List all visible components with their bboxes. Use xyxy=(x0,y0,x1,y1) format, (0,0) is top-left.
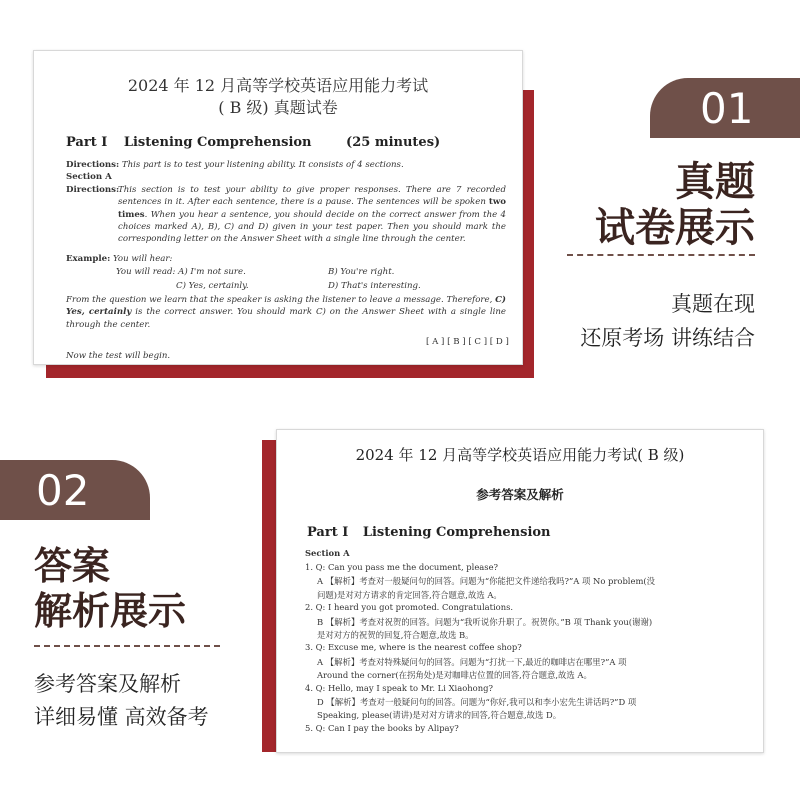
example-hear: You will hear: xyxy=(112,254,173,264)
answer-line: 3. Q: Excuse me, where is the nearest coffee shop? xyxy=(305,642,522,653)
badge-01-number: 01 xyxy=(700,84,754,133)
answer-marks: [ A ] [ B ] [ C ] [ D ] xyxy=(426,337,509,347)
option-b: B) You're right. xyxy=(328,267,395,277)
part-heading xyxy=(66,135,440,150)
answer-line: 问题)是对对方请求的肯定回答,符合题意,故选 A。 xyxy=(317,589,502,600)
example-read: You will read: A) I'm not sure. xyxy=(116,267,246,277)
part-number: Part Ⅰ xyxy=(66,135,108,150)
answer-paper-title: 2024 年 12 月高等学校英语应用能力考试( B 级) xyxy=(355,446,685,464)
answer-line: A 【解析】考查对特殊疑问句的回答。问题为“打扰一下,最近的咖啡店在哪里?”A 项 xyxy=(317,656,627,667)
answer-line: Speaking, please(请讲)是对对方请求的回答,符合题意,故选 D。 xyxy=(317,710,562,721)
section2-subtitle-line1: 参考答案及解析 xyxy=(34,672,181,696)
part-name: Listening Comprehension xyxy=(123,135,312,150)
example-label: Example: xyxy=(66,254,111,264)
section2-heading-line1: 答案 xyxy=(34,544,111,588)
answer-part-name: Listening Comprehension xyxy=(362,525,551,540)
directions2-text-b: . When you hear a sentence, you should decide on the correct answer from the 4 choices marked A), B), C) and D) given in your test paper. Then you should mark the corresponding letter on the Answer Sheet with a single line through the center. xyxy=(118,209,506,245)
answer-line: 2. Q: I heard you got promoted. Congratulations. xyxy=(305,602,514,613)
section-a-label: Section A xyxy=(66,172,112,182)
answer-paper-subtitle: 参考答案及解析 xyxy=(476,487,564,502)
directions-label: Directions: xyxy=(66,160,120,170)
answer-line: B 【解析】考查对祝贺的回答。问题为“我听说你升职了。祝贺你。”B 项 Thank you(谢谢) xyxy=(317,616,653,627)
answer-line: 5. Q: Can I pay the books by Alipay? xyxy=(305,722,459,733)
answer-line: A 【解析】考查对一般疑问句的回答。问题为“你能把文件递给我吗?”A 项 No problem(没 xyxy=(317,576,656,587)
option-c: C) Yes, certainly. xyxy=(176,281,249,291)
part-time: (25 minutes) xyxy=(346,135,441,150)
badge-01 xyxy=(650,78,800,138)
answer-section-a: Section A xyxy=(305,548,350,558)
from-question-text xyxy=(66,294,506,331)
section1-heading-line2: 试卷展示 xyxy=(595,205,755,251)
directions-block xyxy=(66,159,506,171)
section-directions-label: Directions: xyxy=(66,185,120,195)
directions-text: This part is to test your listening ability. It consists of 4 sections. xyxy=(121,160,404,170)
directions2-text-a: This section is to test your ability to give proper responses. There are 7 recorded sentences in it. After each sentence, there is a pause. The sentences will be spoken xyxy=(118,185,506,208)
directions2-bold: two times xyxy=(118,197,506,220)
answer-line: Around the corner(在拐角处)是对咖啡店位置的回答,符合题意,故选 A。 xyxy=(317,670,592,681)
answer-paper-preview xyxy=(276,429,764,753)
exam-paper-preview xyxy=(33,50,523,365)
badge-02-number: 02 xyxy=(36,466,90,515)
section-directions-text xyxy=(118,184,506,245)
answer-part-number: Part Ⅰ xyxy=(307,525,349,540)
from-text-b: is the correct answer. You should mark C) on the Answer Sheet with a single line through the center. xyxy=(66,307,506,330)
divider-2 xyxy=(34,645,220,647)
paper-title-line2: ( B 级) 真题试卷 xyxy=(218,98,338,117)
from-text-a: From the question we learn that the speaker is asking the listener to leave a message. Therefore, xyxy=(66,295,496,305)
from-bold: C) Yes, certainly xyxy=(66,295,506,318)
badge-02 xyxy=(0,460,150,520)
section-directions xyxy=(66,184,506,245)
section2-subtitle-line2: 详细易懂 高效备考 xyxy=(34,705,209,729)
divider-1 xyxy=(567,254,755,256)
section1-heading-line1: 真题 xyxy=(675,159,755,205)
answer-part-heading xyxy=(307,525,551,540)
answer-line: 4. Q: Hello, may I speak to Mr. Li Xiaohong? xyxy=(305,682,493,693)
begin-text: Now the test will begin. xyxy=(66,351,171,361)
section1-subtitle-line2: 还原考场 讲练结合 xyxy=(580,326,755,350)
answer-line: 1. Q: Can you pass me the document, please? xyxy=(305,562,499,572)
paper-title-line1: 2024 年 12 月高等学校英语应用能力考试 xyxy=(127,76,429,95)
answer-line: 是对对方的祝贺的回复,符合题意,故选 B。 xyxy=(317,630,474,640)
section1-subtitle-line1: 真题在现 xyxy=(671,292,755,316)
answer-line: D 【解析】考查对一般疑问句的回答。问题为“你好,我可以和李小宏先生讲话吗?”D 项 xyxy=(317,697,637,707)
example-line xyxy=(66,254,172,264)
section2-heading-line2: 解析展示 xyxy=(34,589,187,633)
option-d: D) That's interesting. xyxy=(328,281,421,291)
